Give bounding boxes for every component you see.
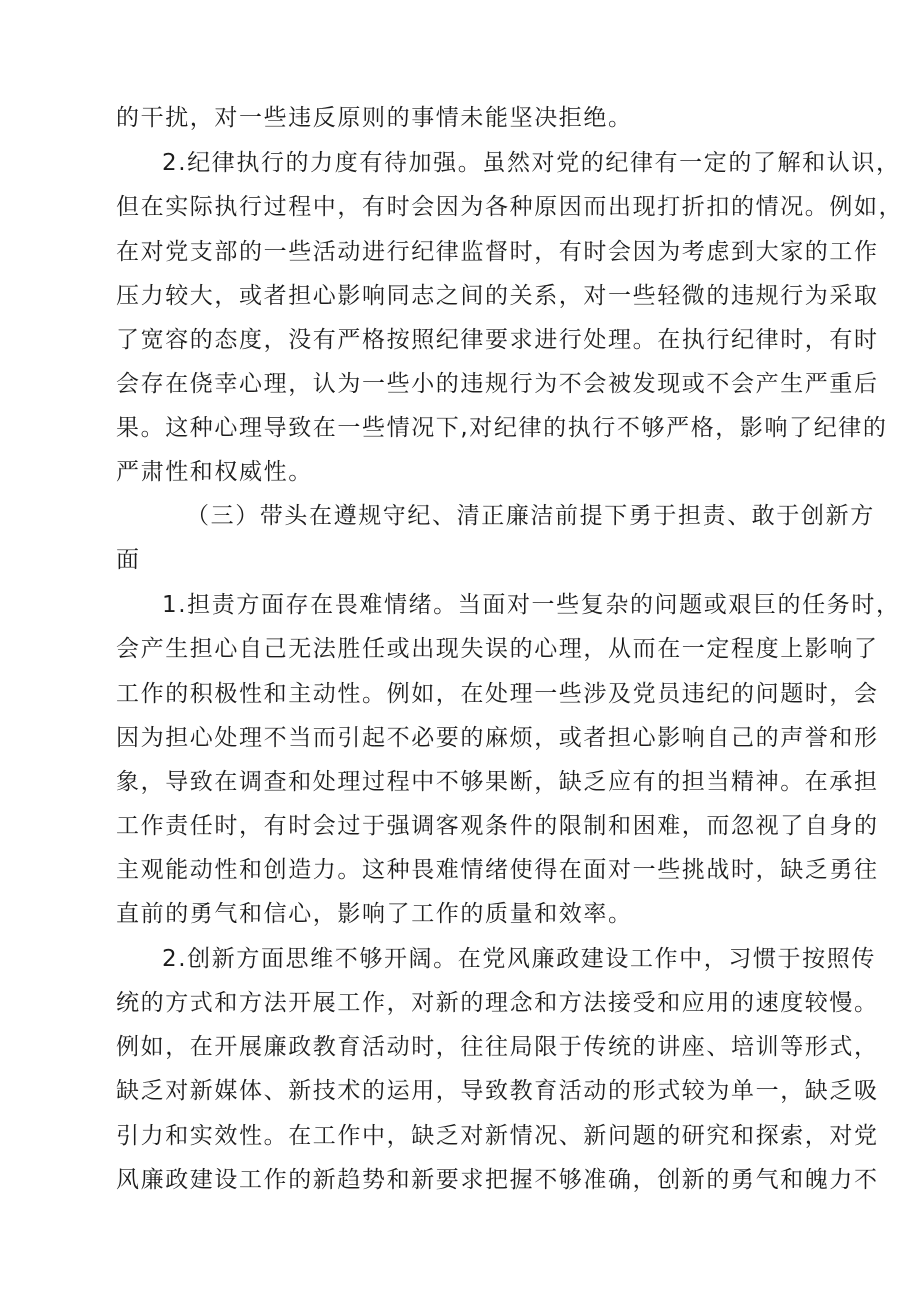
section-heading-continued: 面	[116, 547, 141, 573]
paragraph-line: 在对党支部的一些活动进行纪律监督时，有时会因为考虑到大家的工作	[116, 239, 879, 265]
paragraph-line: 缺乏对新媒体、新技术的运用，导致教育活动的形式较为单一，缺乏吸	[116, 1078, 879, 1104]
paragraph-line: 风廉政建设工作的新趋势和新要求把握不够准确，创新的勇气和魄力不	[116, 1167, 879, 1193]
paragraph-line: 1.担责方面存在畏难情绪。当面对一些复杂的问题或艰巨的任务时，	[162, 592, 901, 618]
paragraph-line: 严肃性和权威性。	[116, 459, 313, 485]
paragraph-line: 了宽容的态度，没有严格按照纪律要求进行处理。在执行纪律时，有时	[116, 327, 879, 353]
paragraph-line: 因为担心处理不当而引起不必要的麻烦，或者担心影响自己的声誉和形	[116, 725, 879, 751]
paragraph-line: 的干扰，对一些违反原则的事情未能坚决拒绝。	[116, 105, 633, 131]
paragraph-line: 会存在侥幸心理，认为一些小的违规行为不会被发现或不会产生严重后	[116, 371, 879, 397]
paragraph-line: 工作责任时，有时会过于强调客观条件的限制和困难，而忽视了自身的	[116, 813, 879, 839]
paragraph-line: 引力和实效性。在工作中，缺乏对新情况、新问题的研究和探索，对党	[116, 1123, 879, 1149]
paragraph-line: 2.纪律执行的力度有待加强。虽然对党的纪律有一定的了解和认识，	[162, 150, 901, 176]
paragraph-line: 主观能动性和创造力。这种畏难情绪使得在面对一些挑战时，缺乏勇往	[116, 857, 879, 883]
paragraph-line: 压力较大，或者担心影响同志之间的关系，对一些轻微的违规行为采取	[116, 283, 879, 309]
paragraph-line: 例如，在开展廉政教育活动时，往往局限于传统的讲座、培训等形式，	[116, 1034, 879, 1060]
paragraph-line: 象，导致在调查和处理过程中不够果断，缺乏应有的担当精神。在承担	[116, 769, 879, 795]
section-heading: （三）带头在遵规守纪、清正廉洁前提下勇于担责、敢于创新方	[186, 503, 875, 529]
paragraph-line: 但在实际执行过程中，有时会因为各种原因而出现打折扣的情况。例如，	[116, 194, 904, 220]
paragraph-line: 统的方式和方法开展工作，对新的理念和方法接受和应用的速度较慢。	[116, 990, 879, 1016]
paragraph-line: 2.创新方面思维不够开阔。在党风廉政建设工作中，习惯于按照传	[162, 946, 876, 972]
paragraph-line: 果。这种心理导致在一些情况下,对纪律的执行不够严格，影响了纪律的	[116, 415, 888, 441]
paragraph-line: 工作的积极性和主动性。例如，在处理一些涉及党员违纪的问题时，会	[116, 681, 879, 707]
paragraph-line: 直前的勇气和信心，影响了工作的质量和效率。	[116, 901, 633, 927]
paragraph-line: 会产生担心自己无法胜任或出现失误的心理，从而在一定程度上影响了	[116, 636, 879, 662]
